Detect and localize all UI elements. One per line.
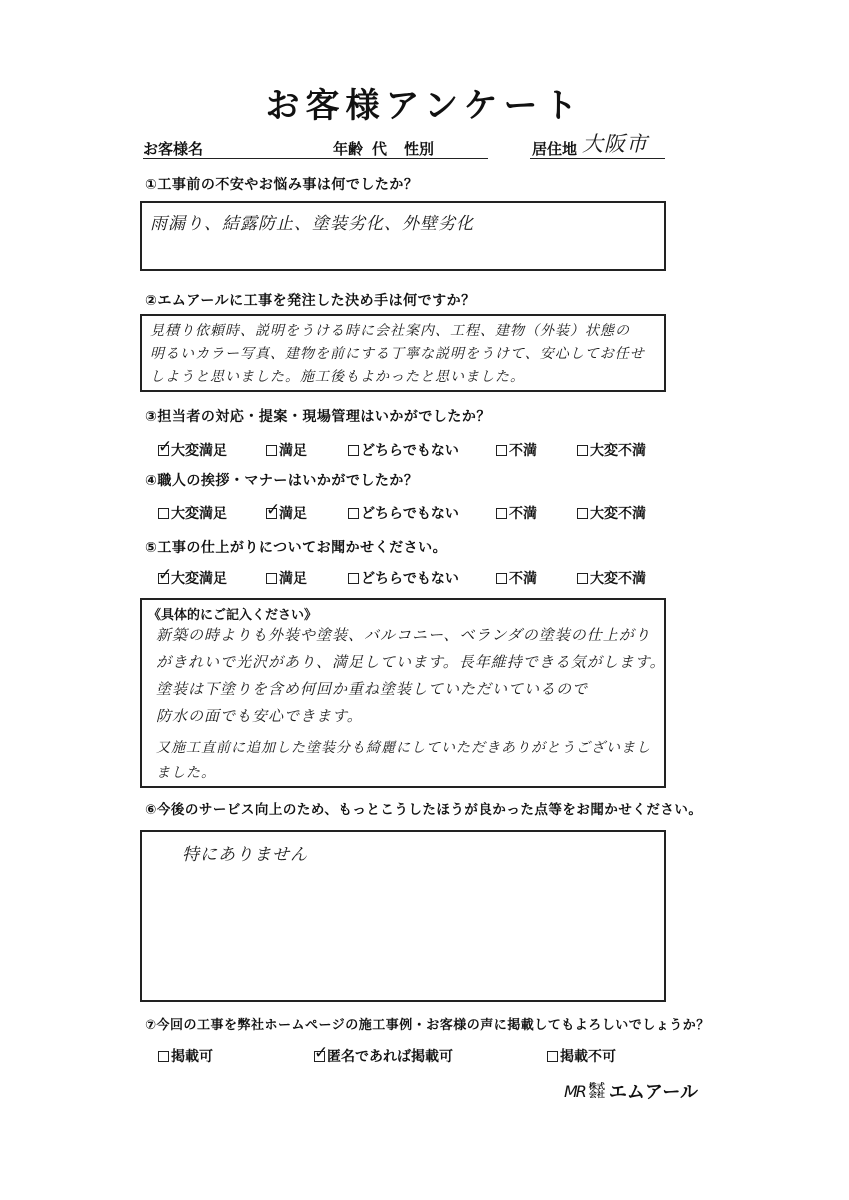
logo-mark-icon: MR (564, 1081, 585, 1101)
q4-option-very-dissatisfied[interactable]: 大変不満 (577, 503, 646, 523)
checkbox-icon[interactable] (348, 445, 359, 456)
q3-option-satisfied[interactable]: 満足 (266, 440, 307, 460)
detail-heading: 《具体的にご記入ください》 (148, 608, 318, 623)
checkbox-icon[interactable] (348, 508, 359, 519)
customer-name-label: お客様名 (143, 140, 204, 158)
detail-line: 塗装は下塗りを含め何回か重ね塗装していただいているので (156, 680, 589, 698)
q7-option-anonymous[interactable]: ✓ 匿名であれば掲載可 (314, 1046, 453, 1066)
checkbox-icon[interactable] (496, 445, 507, 456)
q4-question: ④職人の挨拶・マナーはいかがでしたか？ (145, 473, 419, 489)
q5-option-very-dissatisfied[interactable]: 大変不満 (577, 568, 646, 588)
q6-question: ⑥今後のサービス向上のため、もっとこうしたほうが良かった点等をお聞かせください。 (145, 802, 703, 818)
checkbox-icon[interactable] (496, 508, 507, 519)
checkbox-icon[interactable] (158, 508, 169, 519)
checkbox-checked-icon[interactable] (158, 573, 169, 584)
checkbox-icon[interactable] (348, 573, 359, 584)
checkbox-icon[interactable] (547, 1051, 558, 1062)
q5-option-very-satisfied[interactable]: ✓ 大変満足 (158, 568, 227, 588)
q5-option-neutral[interactable]: どちらでもない (348, 568, 459, 588)
detail-line: ました。 (156, 765, 216, 781)
q4-option-very-satisfied[interactable]: 大変満足 (158, 503, 227, 523)
q5-option-dissatisfied[interactable]: 不満 (496, 568, 537, 588)
checkbox-icon[interactable] (496, 573, 507, 584)
q7-question: ⑦今回の工事を弊社ホームページの施工事例・お客様の声に掲載してもよろしいでしょうか？ (145, 1018, 710, 1033)
q1-question: ①工事前の不安やお悩み事は何でしたか？ (145, 177, 419, 193)
q4-option-neutral[interactable]: どちらでもない (348, 503, 459, 523)
q3-option-dissatisfied[interactable]: 不満 (496, 440, 537, 460)
q2-answer-line: 見積り依頼時、説明をうける時に会社案内、工程、建物（外装）状態の (150, 323, 630, 339)
q3-option-very-satisfied[interactable]: ✓ 大変満足 (158, 440, 227, 460)
checkbox-icon[interactable] (266, 573, 277, 584)
checkbox-checked-icon[interactable] (266, 508, 277, 519)
gender-label: 性別 (404, 140, 435, 158)
q3-option-very-dissatisfied[interactable]: 大変不満 (577, 440, 646, 460)
checkbox-icon[interactable] (577, 573, 588, 584)
detail-line: 防水の面でも安心できます。 (156, 707, 363, 725)
customer-name-line (143, 158, 488, 159)
age-unit: 代 (372, 140, 388, 158)
q2-answer-box (140, 314, 666, 392)
q4-option-dissatisfied[interactable]: 不満 (496, 503, 537, 523)
checkbox-icon[interactable] (158, 1051, 169, 1062)
q5-option-satisfied[interactable]: 満足 (266, 568, 307, 588)
age-label: 年齢 (333, 140, 364, 158)
q7-option-no-publish[interactable]: 掲載不可 (547, 1046, 616, 1066)
company-name: エムアール (608, 1082, 699, 1103)
q4-option-satisfied[interactable]: ✓ 満足 (266, 503, 307, 523)
detail-box (140, 598, 666, 788)
checkbox-checked-icon[interactable] (158, 445, 169, 456)
checkbox-icon[interactable] (577, 445, 588, 456)
residence-value: 大阪市 (582, 132, 648, 156)
q2-answer-line: 明るいカラー写真、建物を前にする丁寧な説明をうけて、安心してお任せ (150, 346, 645, 362)
q2-question: ②エムアールに工事を発注した決め手は何ですか？ (145, 293, 476, 309)
page-title: お客様アンケート (265, 86, 584, 126)
residence-line (530, 158, 665, 159)
checkbox-icon[interactable] (577, 508, 588, 519)
q7-option-publish[interactable]: 掲載可 (158, 1046, 213, 1066)
corp-type: 株式 会社 (588, 1082, 605, 1099)
q2-answer-line: しようと思いました。施工後もよかったと思いました。 (150, 369, 525, 385)
company-logo (564, 1078, 698, 1104)
detail-line: 新築の時よりも外装や塗装、バルコニー、ベランダの塗装の仕上がり (156, 626, 651, 644)
q1-answer-box (140, 201, 666, 271)
q6-answer-box (140, 830, 666, 1002)
checkbox-icon[interactable] (266, 445, 277, 456)
detail-line: 又施工直前に追加した塗装分も綺麗にしていただきありがとうございまし (156, 740, 651, 756)
q6-answer: 特にありません (182, 845, 308, 865)
residence-label: 居住地 (532, 140, 578, 158)
q3-question: ③担当者の対応・提案・現場管理はいかがでしたか？ (145, 409, 491, 425)
checkbox-checked-icon[interactable] (314, 1051, 325, 1062)
q3-option-neutral[interactable]: どちらでもない (348, 440, 459, 460)
detail-line: がきれいで光沢があり、満足しています。長年維持できる気がします。 (156, 653, 666, 671)
q1-answer: 雨漏り、結露防止、塗装劣化、外壁劣化 (150, 214, 474, 234)
q5-question: ⑤工事の仕上がりについてお聞かせください。 (145, 540, 448, 556)
